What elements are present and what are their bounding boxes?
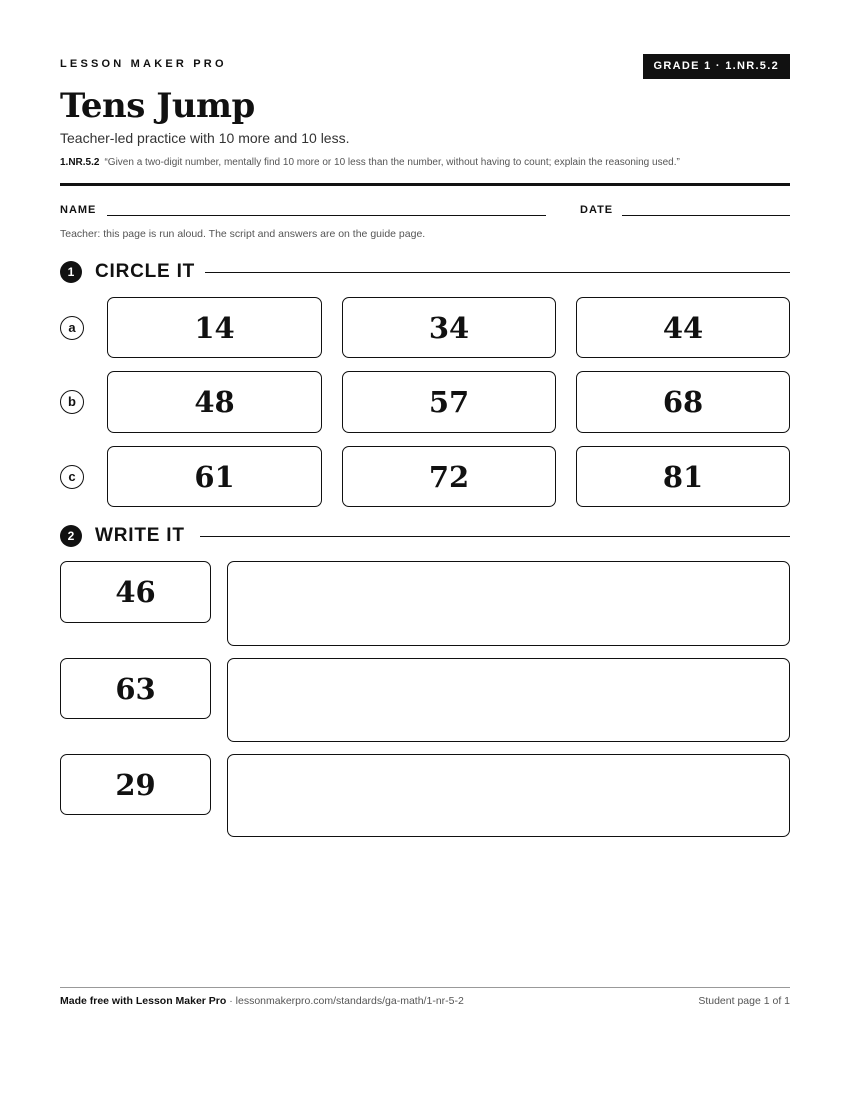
section-title: WRITE IT [95, 525, 185, 546]
date-label: DATE [580, 204, 614, 216]
standard-text: “Given a two-digit number, mentally find 10 more or 10 less than the number, without having to count; explain the reasoning used.” [104, 157, 680, 168]
page-title: Tens Jump [60, 86, 255, 126]
row-letter-c: c [60, 465, 84, 489]
teacher-note: Teacher: this page is run aloud. The script and answers are on the guide page. [60, 228, 426, 240]
name-field[interactable] [107, 215, 546, 216]
circle-choice-a1[interactable]: 14 [107, 297, 322, 358]
section-number-badge: 2 [60, 525, 82, 547]
grade-badge: GRADE 1 · 1.NR.5.2 [643, 54, 790, 79]
row-letter-b: b [60, 390, 84, 414]
footer-url: · lessonmakerpro.com/standards/ga-math/1-nr-5-2 [226, 995, 464, 1007]
footer-divider [60, 987, 790, 988]
circle-choice-b1[interactable]: 48 [107, 371, 322, 433]
footer-credit [60, 995, 464, 1007]
section-divider [200, 536, 790, 537]
section-title: CIRCLE IT [95, 261, 196, 282]
circle-choice-b2[interactable]: 57 [342, 371, 556, 433]
page-subtitle: Teacher-led practice with 10 more and 10 less. [60, 130, 350, 146]
circle-choice-c1[interactable]: 61 [107, 446, 322, 507]
row-letter-a: a [60, 316, 84, 340]
write-prompt-2: 63 [60, 658, 211, 719]
brand-name: LESSON MAKER PRO [60, 58, 227, 70]
worksheet-page [60, 0, 790, 1100]
section-divider [205, 272, 790, 273]
footer-page-label: Student page 1 of 1 [698, 995, 790, 1007]
circle-choice-c2[interactable]: 72 [342, 446, 556, 507]
circle-choice-b3[interactable]: 68 [576, 371, 790, 433]
standard-statement [60, 157, 680, 168]
circle-choice-c3[interactable]: 81 [576, 446, 790, 507]
write-answer-box-3[interactable] [227, 754, 790, 837]
circle-choice-a2[interactable]: 34 [342, 297, 556, 358]
footer-made-with: Made free with Lesson Maker Pro [60, 995, 227, 1007]
write-answer-box-1[interactable] [227, 561, 790, 646]
write-prompt-3: 29 [60, 754, 211, 815]
section-circle-it-header [60, 260, 790, 284]
standard-code: 1.NR.5.2 [60, 157, 100, 168]
header-divider [60, 183, 790, 186]
circle-choice-a3[interactable]: 44 [576, 297, 790, 358]
section-number-badge: 1 [60, 261, 82, 283]
write-answer-box-2[interactable] [227, 658, 790, 742]
date-field[interactable] [622, 215, 790, 216]
write-prompt-1: 46 [60, 561, 211, 623]
section-write-it-header [60, 524, 790, 548]
name-label: NAME [60, 204, 97, 216]
